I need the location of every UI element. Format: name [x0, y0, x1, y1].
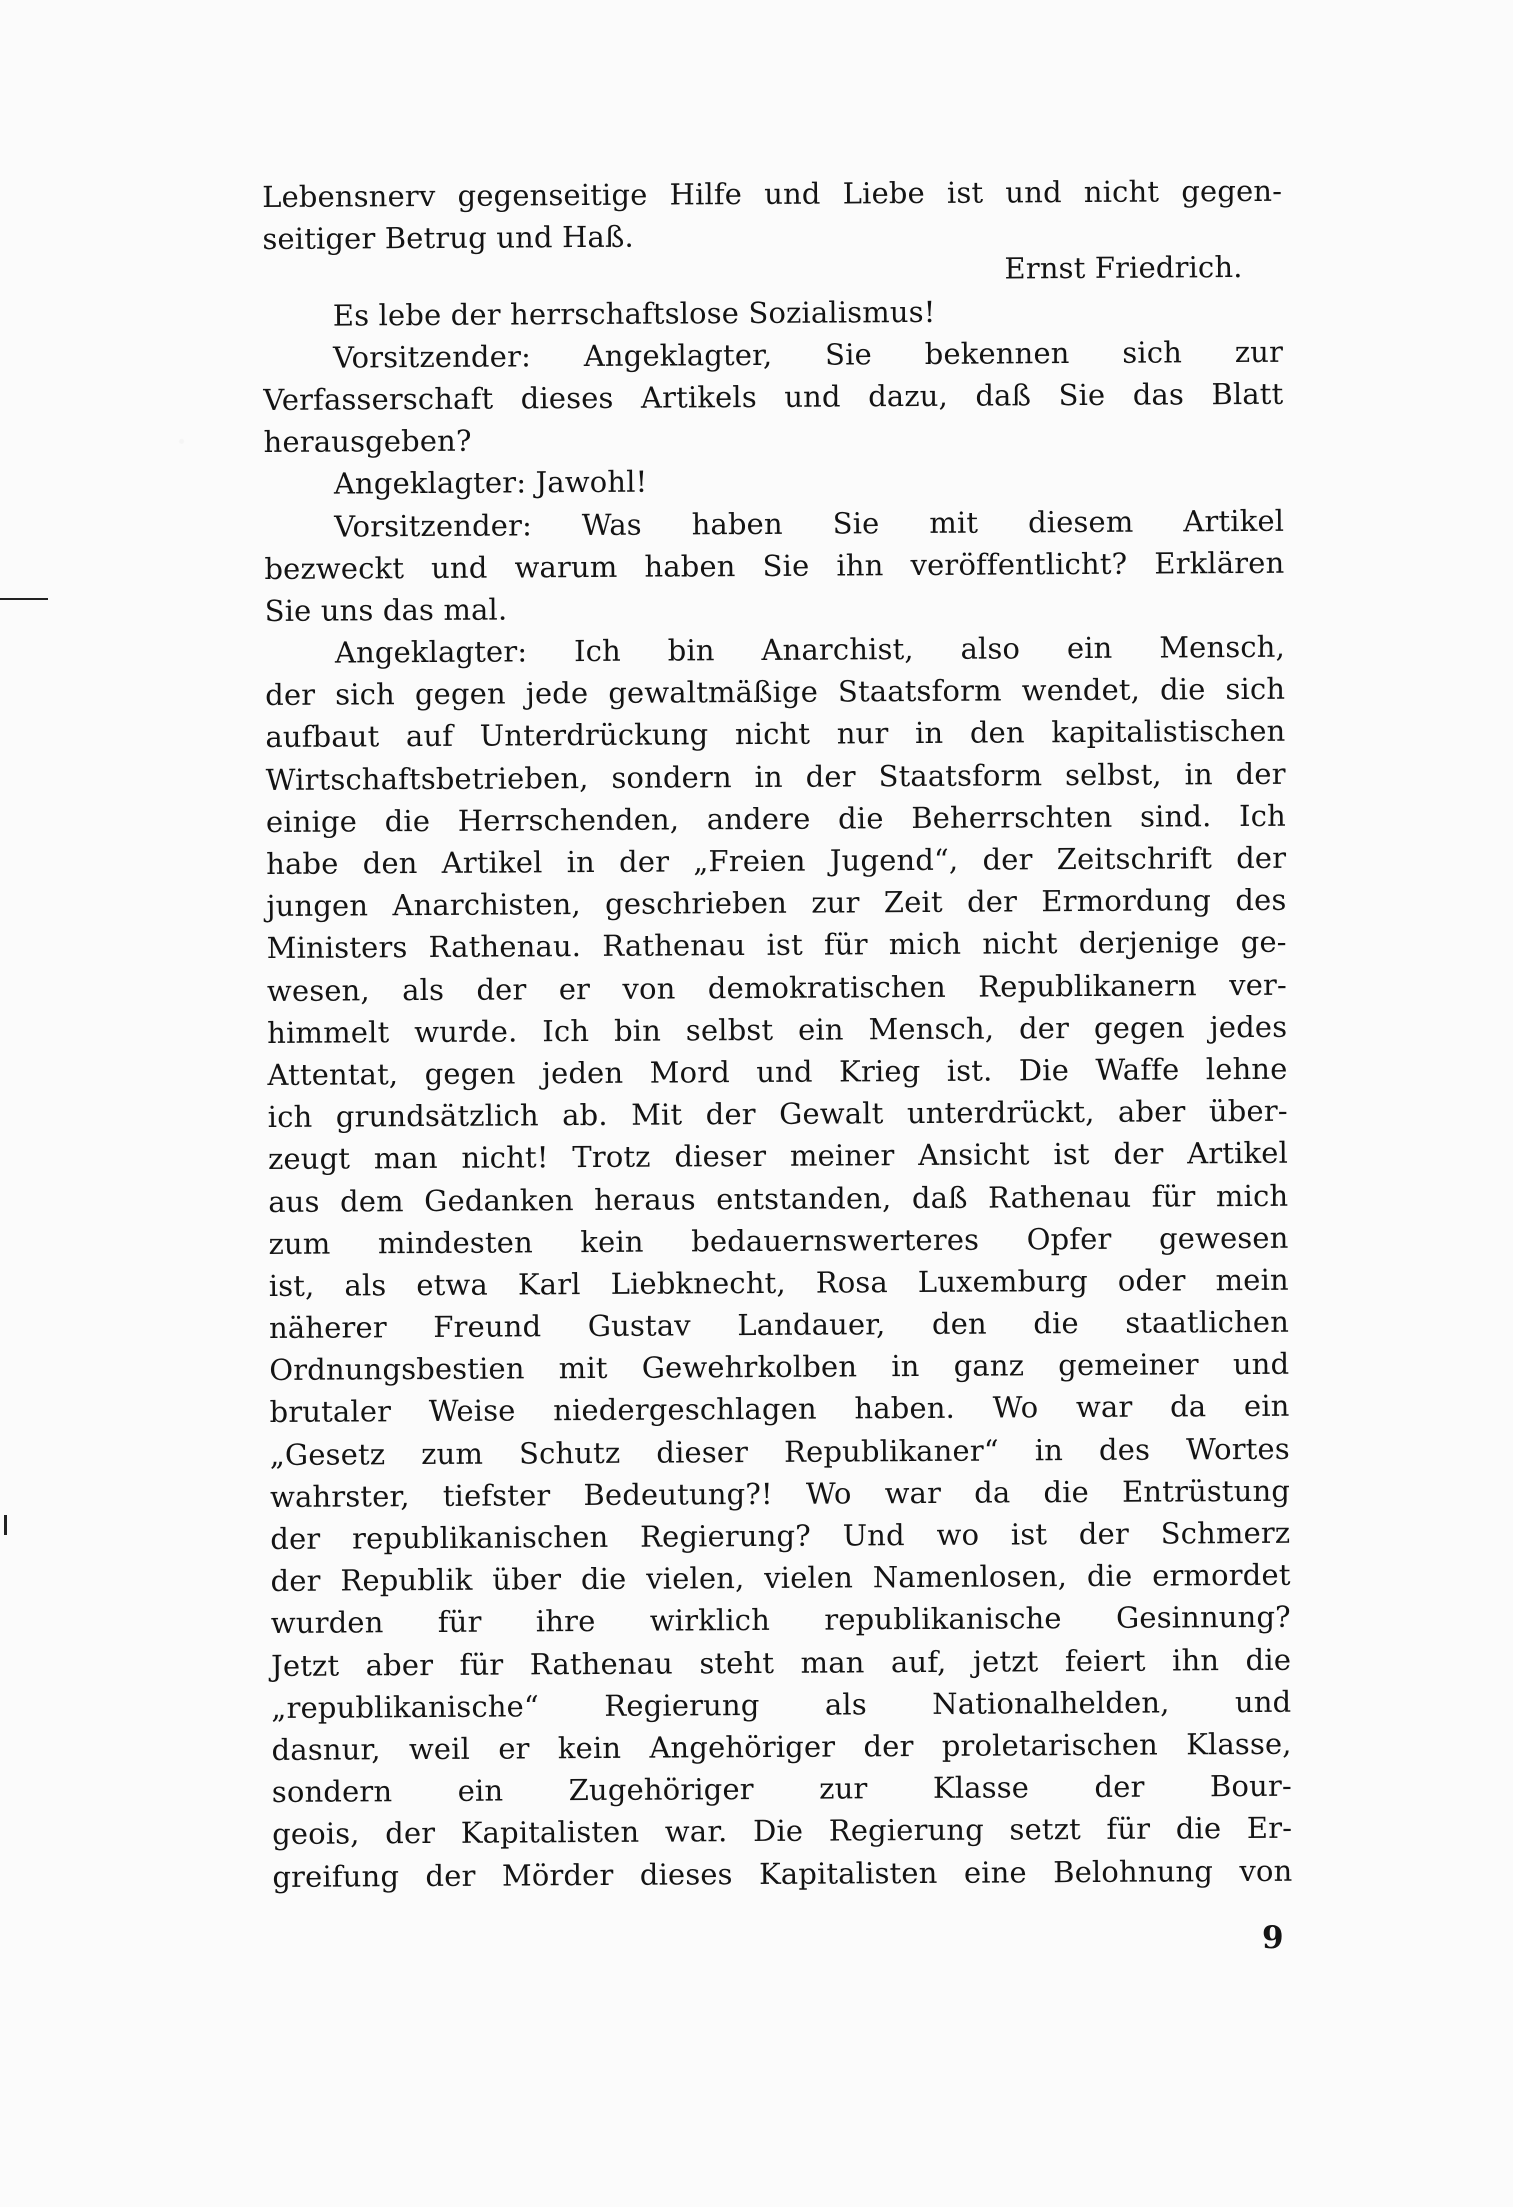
body-text [262, 170, 1292, 1898]
text-line: ist, als etwa Karl Liebknecht, Rosa Luxemburg oder mein [268, 1262, 1289, 1303]
text-line: Jetzt aber für Rathenau steht man auf, jetzt feiert ihn die [270, 1642, 1292, 1683]
text-line: wurden für ihre wirklich republikanische Gesinnung? [270, 1600, 1291, 1641]
scan-edge-mark-left-lower [4, 1515, 7, 1535]
text-line: sondern ein Zugehöriger zur Klasse der Bour- [271, 1768, 1292, 1810]
text-line: greifung der Mörder dieses Kapitalisten eine Belohnung von [272, 1853, 1293, 1894]
page-number: 9 [1262, 1920, 1284, 1956]
text-line: Verfasserschaft dieses Artikels und dazu, daß Sie das Blatt [263, 376, 1284, 417]
text-line: Angeklagter: Ich bin Anarchist, also ein Mensch, [334, 629, 1285, 670]
text-line: aus dem Gedanken heraus entstanden, daß Rathenau für mich [268, 1178, 1289, 1219]
text-line: Wirtschaftsbetrieben, sondern in der Staatsform selbst, in der [265, 756, 1286, 797]
text-line: „republikanische“ Regierung als Nationalhelden, und [271, 1684, 1292, 1725]
text-line: jungen Anarchisten, geschrieben zur Zeit der Ermordung des [266, 882, 1287, 924]
text-line: Ordnungsbestien mit Gewehrkolben in ganz gemeiner und [269, 1346, 1290, 1388]
text-line: aufbaut auf Unterdrückung nicht nur in den kapitalistischen [265, 714, 1286, 755]
text-line: zum mindesten kein bedauernswerteres Opfer gewesen [268, 1220, 1289, 1261]
text-line: „Gesetz zum Schutz dieser Republikaner“ in des Wortes [269, 1431, 1290, 1472]
text-line: Ministers Rathenau. Rathenau ist für mich nicht derjenige ge- [266, 925, 1287, 966]
text-line: himmelt wurde. Ich bin selbst ein Mensch, der gegen jedes [267, 1009, 1288, 1050]
text-line: Sie uns das mal. [264, 592, 508, 628]
text-line: ich grundsätzlich ab. Mit der Gewalt unterdrückt, aber über- [267, 1093, 1288, 1135]
text-line: geois, der Kapitalisten war. Die Regierung setzt für die Er- [272, 1811, 1293, 1852]
text-line: Lebensnerv gegenseitige Hilfe und Liebe ist und nicht gegen- [262, 173, 1283, 214]
text-line: dasnur, weil er kein Angehöriger der proletarischen Klasse, [271, 1726, 1292, 1767]
text-line: der republikanischen Regierung? Und wo ist der Schmerz [270, 1515, 1291, 1556]
text-line: wahrster, tiefster Bedeutung?! Wo war da die Entrüstung [269, 1473, 1291, 1514]
text-line: bezweckt und warum haben Sie ihn veröffentlicht? Erklären [264, 545, 1285, 586]
text-line: Es lebe der herrschaftslose Sozialismus! [332, 294, 936, 333]
text-line: Angeklagter: Jawohl! [333, 464, 648, 501]
signature-line: Ernst Friedrich. [1004, 250, 1243, 286]
text-line: herausgeben? [263, 423, 472, 460]
text-line: näherer Freund Gustav Landauer, den die staatlichen [268, 1304, 1290, 1346]
text-line: brutaler Weise niedergeschlagen haben. Wo war da ein [269, 1389, 1290, 1430]
text-line: habe den Artikel in der „Freien Jugend“, der Zeitschrift der [266, 840, 1287, 881]
text-line: der Republik über die vielen, vielen Namenlosen, die ermordet [270, 1557, 1291, 1599]
text-line: der sich gegen jede gewaltmäßige Staatsform wendet, die sich [265, 672, 1286, 713]
text-line: Vorsitzender: Was haben Sie mit diesem Artikel [334, 503, 1285, 544]
text-line: seitiger Betrug und Haß. [262, 219, 634, 257]
text-line: Vorsitzender: Angeklagter, Sie bekennen sich zur [333, 334, 1284, 375]
text-line: Attentat, gegen jeden Mord und Krieg ist. Die Waffe lehne [267, 1051, 1288, 1092]
text-line: zeugt man nicht! Trotz dieser meiner Ansicht ist der Artikel [267, 1136, 1289, 1177]
text-line: wesen, als der er von demokratischen Republikanern ver- [266, 967, 1288, 1008]
scan-edge-mark-left [0, 598, 48, 600]
text-line: einige die Herrschenden, andere die Beherrschten sind. Ich [265, 798, 1287, 839]
